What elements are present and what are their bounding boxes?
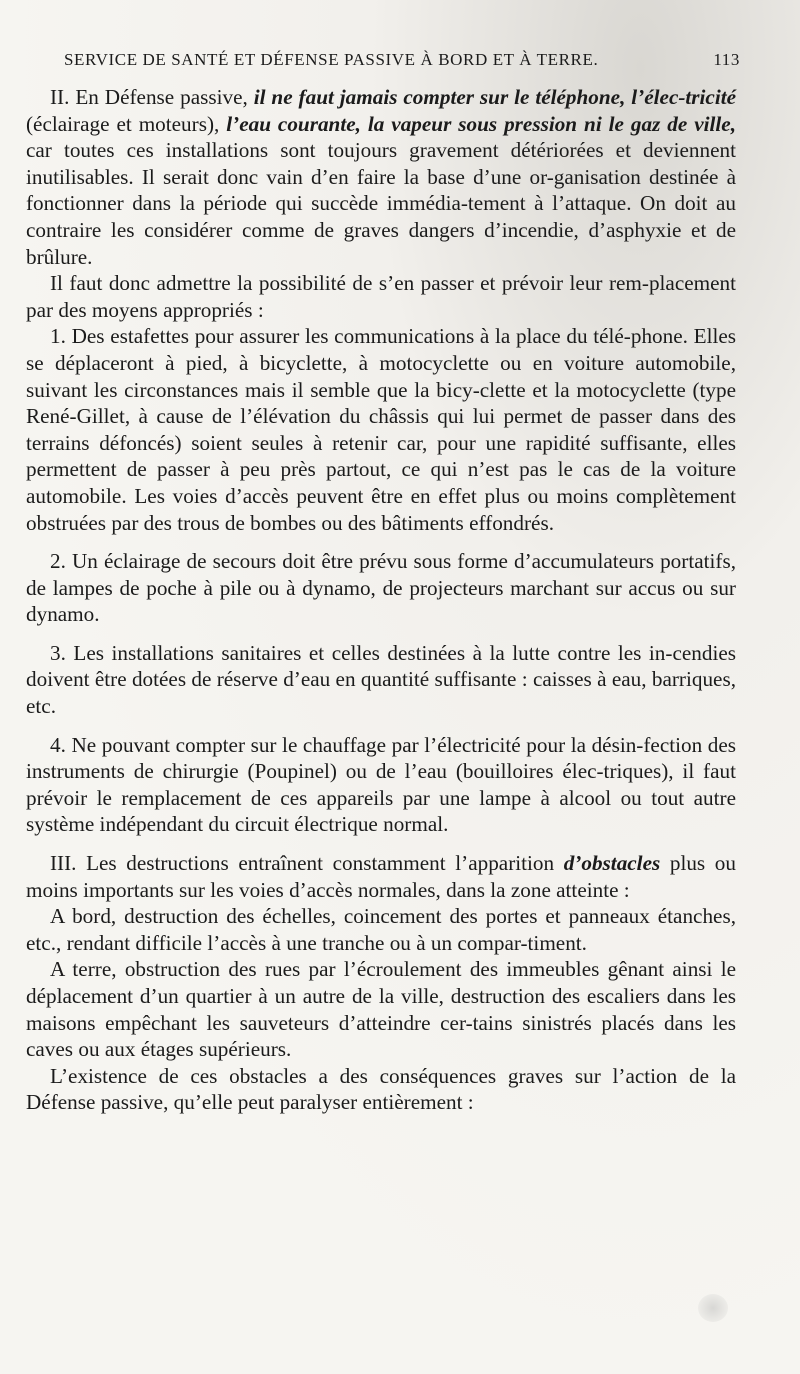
paragraph-text: II. En Défense passive, xyxy=(50,85,254,109)
emphasis-text: d’obstacles xyxy=(563,851,661,876)
paragraph-section-iii xyxy=(26,850,736,903)
paragraph-text: car toutes ces installations sont toujours gravement détériorées et deviennent inutilisables. Il serait donc vain d’en faire la base d’une or-ganisation destinée à fonctionner dans la période qui succède immédia-tement à l’attaque. On doit au contraire les considérer comme de graves dangers d’incendie, d’asphyxie et de brûlure. xyxy=(26,138,736,269)
paragraph-text: III. Les destructions entraînent constamment l’apparition xyxy=(50,851,564,876)
paragraph-text: 3. Les installations sanitaires et celles destinées à la lutte contre les in-cendies doivent être dotées de réserve d’eau en quantité suffisante : caisses à eau, barriques, etc. xyxy=(26,640,736,719)
emphasis-text: l’eau courante, la vapeur sous pression ni le gaz de ville, xyxy=(226,111,736,136)
paragraph-section-ii xyxy=(26,84,736,270)
ink-smudge xyxy=(698,1294,728,1322)
paragraph-item-4-chauffage xyxy=(26,732,736,838)
paragraph-text: 4. Ne pouvant compter sur le chauffage par l’électricité pour la désin-fection des instruments de chirurgie (Poupinel) ou de l’eau (bouilloires élec-triques), il faut prévoir le remplacement de ces appareils par une lampe à alcool ou tout autre système indépendant du circuit électrique normal. xyxy=(26,732,736,837)
paragraph-a-terre xyxy=(26,956,736,1062)
paragraph-text: A bord, destruction des échelles, coincement des portes et panneaux étanches, etc., rendant difficile l’accès à une tranche ou à un compar-timent. xyxy=(26,904,736,955)
paragraph-text: 1. Des estafettes pour assurer les communications à la place du télé-phone. Elles se déplaceront à pied, à bicyclette, à motocyclette ou en voiture automobile, suivant les circonstances mais il semble que la bicy-clette et la motocyclette (type René-Gillet, à cause de l’élévation du châssis qui lui permet de passer dans des terrains défoncés) soient seules à retenir car, pour une rapidité suffisante, elles permettent de passer à peu près partout, ce qui n’est pas le cas de la voiture automobile. Les voies d’accès peuvent être en effet plus ou moins complètement obstruées par des trous de bombes ou des bâtiments effondrés. xyxy=(26,324,736,535)
paragraph-text: A terre, obstruction des rues par l’écroulement des immeubles gênant ainsi le déplacement d’un quartier à un autre de la ville, destruction des escaliers dans les maisons empêchant les sauveteurs d’atteindre cer-tains sinistrés placés dans les caves ou aux étages supérieurs. xyxy=(26,957,736,1062)
paragraph-item-2-eclairage xyxy=(26,548,736,628)
paragraph-text: Il faut donc admettre la possibilité de s’en passer et prévoir leur rem-placement par des moyens appropriés : xyxy=(26,271,736,322)
paragraph-consequences xyxy=(26,1063,736,1116)
running-header xyxy=(64,50,740,70)
emphasis-text: il ne faut jamais compter sur le téléphone, l’élec-tricité xyxy=(253,85,737,109)
header-title: SERVICE DE SANTÉ ET DÉFENSE PASSIVE À BORD ET À TERRE. xyxy=(64,50,599,69)
paragraph-text: (éclairage et moteurs), xyxy=(26,111,227,136)
page-body xyxy=(26,84,736,1116)
paragraph-text: 2. Un éclairage de secours doit être prévu sous forme d’accumulateurs portatifs, de lampes de poche à pile ou à dynamo, de projecteurs marchant sur accus ou sur dynamo. xyxy=(26,549,736,627)
paragraph-a-bord xyxy=(26,903,736,956)
paragraph-item-1-estafettes xyxy=(26,323,736,536)
paragraph-text: plus ou moins importants sur les voies d’accès normales, dans la zone atteinte : xyxy=(26,851,736,902)
page-number: 113 xyxy=(713,50,740,69)
paragraph-replacement-intro xyxy=(26,270,736,323)
paragraph-item-3-installations xyxy=(26,640,736,720)
paragraph-text: L’existence de ces obstacles a des conséquences graves sur l’action de la Défense passive, qu’elle peut paralyser entièrement : xyxy=(26,1063,736,1115)
